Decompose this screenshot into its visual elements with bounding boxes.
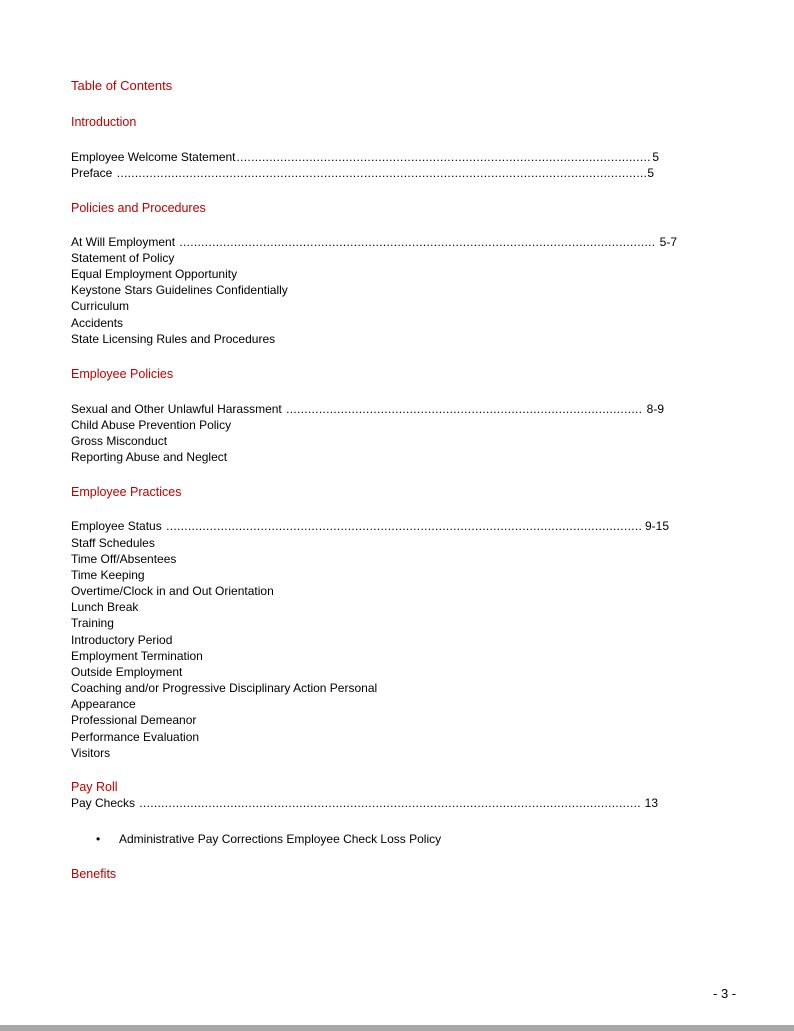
section-heading: Pay Roll [71,780,118,794]
toc-entry-label: Employee Welcome Statement [71,150,236,164]
toc-entry-label: Outside Employment [71,665,183,679]
toc-subentry [71,615,114,631]
toc-subentry [71,298,129,314]
toc-subentry [71,599,138,615]
section-heading: Introduction [71,115,137,129]
toc-entry [71,149,659,165]
toc-subentry [71,680,377,696]
section-heading: Employee Practices [71,485,182,499]
toc-entry [71,401,664,417]
toc-entry-label: Introductory Period [71,633,173,647]
dot-leader [286,401,642,417]
toc-subentry [71,315,123,331]
toc-subentry [71,331,275,347]
toc-entry-label: Lunch Break [71,600,139,614]
toc-entry-label: Employee Status [71,519,166,533]
toc-subentry [71,729,199,745]
toc-subentry [71,664,182,680]
toc-entry-label: Child Abuse Prevention Policy [71,418,232,432]
toc-entry-label: Time Off/Absentees [71,552,177,566]
toc-entry-label: At Will Employment [71,235,179,249]
toc-subentry [71,250,174,266]
toc-entry-label: Gross Misconduct [71,434,168,448]
toc-entry-page: 5 [647,166,654,180]
toc-subentry [71,648,203,664]
toc-entry-label: Employment Termination [71,649,203,663]
toc-subentry [71,632,172,648]
page-number: - 3 - [713,986,737,1001]
toc-subentry [71,417,231,433]
toc-entry-page: 8-9 [643,402,664,416]
section-heading: Benefits [71,867,117,881]
section-heading: Policies and Procedures [71,201,206,215]
toc-subentry [71,551,176,567]
toc-entry-label: Visitors [71,746,111,760]
dot-leader [237,149,652,165]
section-heading: Employee Policies [71,367,174,381]
toc-entry [71,518,669,534]
toc-entry-page: 5 [652,150,659,164]
toc-entry-label: Statement of Policy [71,251,175,265]
toc-subentry [71,433,167,449]
toc-subentry [71,583,274,599]
toc-entry-label: Performance Evaluation [71,730,200,744]
dot-leader [166,518,641,534]
toc-bullet-entry [96,831,441,847]
toc-entry-page: 13 [641,796,658,810]
toc-subentry [71,712,196,728]
toc-subentry [71,449,227,465]
toc-entry-label: Keystone Stars Guidelines Confidentially [71,283,288,297]
dot-leader [179,234,655,250]
toc-entry-label: State Licensing Rules and Procedures [71,332,276,346]
toc-entry-label: Preface [71,166,116,180]
dot-leader [139,795,640,811]
toc-entry-label: Administrative Pay Corrections Employee Check Loss Policy [119,832,442,846]
toc-entry-page: 9-15 [641,519,669,533]
toc-subentry [71,696,136,712]
toc-entry-page: 5-7 [656,235,677,249]
bullet-icon: • [96,832,101,846]
toc-subentry [71,282,288,298]
dot-leader [117,165,647,181]
toc-entry-label: Accidents [71,316,124,330]
toc-subentry [71,535,155,551]
toc-entry-label: Sexual and Other Unlawful Harassment [71,402,286,416]
toc-entry-label: Coaching and/or Progressive Disciplinary Action Personal [71,681,378,695]
toc-title: Table of Contents [71,78,173,93]
toc-entry-label: Staff Schedules [71,536,155,550]
toc-entry [71,165,654,181]
toc-entry [71,795,658,811]
toc-entry-label: Appearance [71,697,136,711]
toc-entry-label: Training [71,616,114,630]
toc-subentry [71,266,237,282]
toc-entry-label: Professional Demeanor [71,713,197,727]
toc-subentry [71,567,145,583]
toc-entry-label: Pay Checks [71,796,139,810]
toc-entry-label: Curriculum [71,299,130,313]
toc-entry-label: Time Keeping [71,568,145,582]
toc-entry-label: Reporting Abuse and Neglect [71,450,228,464]
toc-entry-label: Equal Employment Opportunity [71,267,238,281]
page-bottom-edge [0,1025,794,1031]
toc-entry [71,234,677,250]
toc-subentry [71,745,110,761]
toc-entry-label: Overtime/Clock in and Out Orientation [71,584,274,598]
